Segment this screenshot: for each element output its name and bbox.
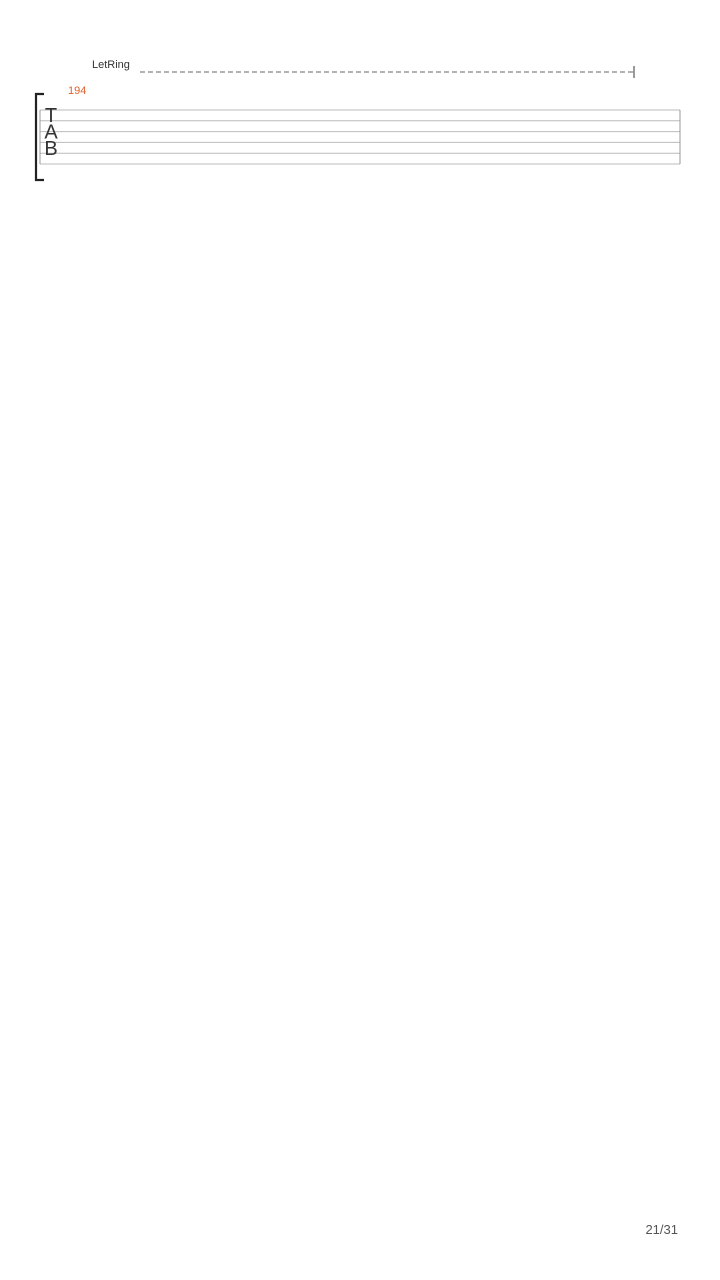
page-number: 21/31: [645, 1222, 678, 1237]
tab-clef-a: A: [44, 121, 58, 144]
tab-clef-b: B: [44, 138, 58, 160]
measure-number: 194: [68, 85, 87, 97]
tab-clef-t: T: [44, 105, 58, 127]
let-ring-label: LetRing: [92, 59, 130, 71]
tab-system-194: [36, 59, 680, 180]
